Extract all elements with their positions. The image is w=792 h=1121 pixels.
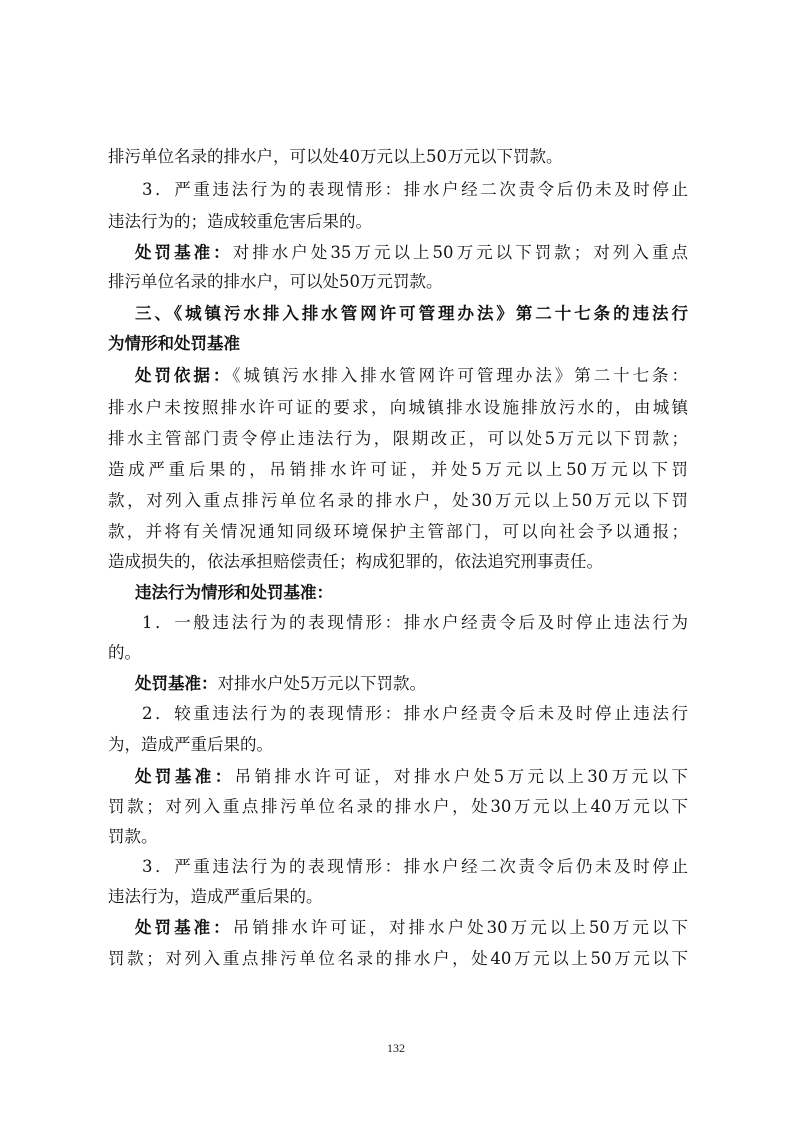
text-line: 违法行为，造成严重后果的。 (108, 887, 323, 906)
text-line: 3．严重违法行为的表现情形：排水户经二次责令后仍未及时停止 (142, 180, 688, 199)
text-line: 罚款；对列入重点排污单位名录的排水户，处30万元以上40万元以下 (108, 797, 688, 816)
text-line: 排污单位名录的排水户，可以处40万元以上50万元以下罚款。 (108, 147, 563, 166)
text-line: 罚款；对列入重点排污单位名录的排水户，处40万元以上50万元以下 (108, 949, 688, 968)
subheading: 违法行为情形和处罚基准： (135, 583, 333, 602)
text-line: 造成严重后果的，吊销排水许可证，并处5万元以上50万元以下罚 (108, 460, 688, 479)
text-line: 违法行为的；造成较重危害后果的。 (108, 212, 372, 231)
section-heading: 三、《城镇污水排入排水管网许可管理办法》第二十七条的违法行 (135, 304, 688, 323)
text-line: 为，造成严重后果的。 (108, 735, 273, 754)
text-line: 的。 (108, 643, 141, 662)
penalty-label: 处罚基准： (135, 674, 218, 693)
text-line: 排水主管部门责令停止违法行为，限期改正，可以处5万元以下罚款； (108, 429, 688, 448)
text-line: 2．较重违法行为的表现情形：排水户经责令后未及时停止违法行 (142, 704, 688, 723)
basis-label: 处罚依据： (135, 366, 233, 385)
text-line: 款，对列入重点排污单位名录的排水户，处30万元以上50万元以下罚 (108, 491, 688, 510)
text-line: 造成损失的，依法承担赔偿责任；构成犯罪的，依法追究刑事责任。 (108, 552, 603, 571)
text-line: 处罚基准：对排水户处35万元以上50万元以下罚款；对列入重点 (135, 243, 688, 262)
text-line: 罚款。 (108, 827, 158, 846)
text-line: 排污单位名录的排水户，可以处50万元罚款。 (108, 272, 443, 291)
text-line: 处罚基准：吊销排水许可证，对排水户处5万元以上30万元以下 (135, 767, 689, 786)
section-heading: 为情形和处罚基准 (108, 334, 240, 353)
text-line: 1．一般违法行为的表现情形：排水户经责令后及时停止违法行为 (142, 613, 688, 632)
text-line: 款，并将有关情况通知同级环境保护主管部门，可以向社会予以通报； (108, 522, 688, 541)
page-number: 132 (387, 1041, 405, 1055)
penalty-label: 处罚基准： (135, 243, 233, 262)
text-line: 处罚依据：《城镇污水排入排水管网许可管理办法》第二十七条： (135, 366, 689, 385)
text-line: 处罚基准：吊销排水许可证，对排水户处30万元以上50万元以下 (135, 918, 688, 937)
text-line: 3．严重违法行为的表现情形：排水户经二次责令后仍未及时停止 (142, 857, 688, 876)
penalty-label: 处罚基准： (135, 918, 233, 937)
text-line: 处罚基准：对排水户处5万元以下罚款。 (135, 674, 426, 693)
penalty-label: 处罚基准： (135, 767, 235, 786)
text-line: 排水户未按照排水许可证的要求，向城镇排水设施排放污水的，由城镇 (108, 398, 688, 417)
